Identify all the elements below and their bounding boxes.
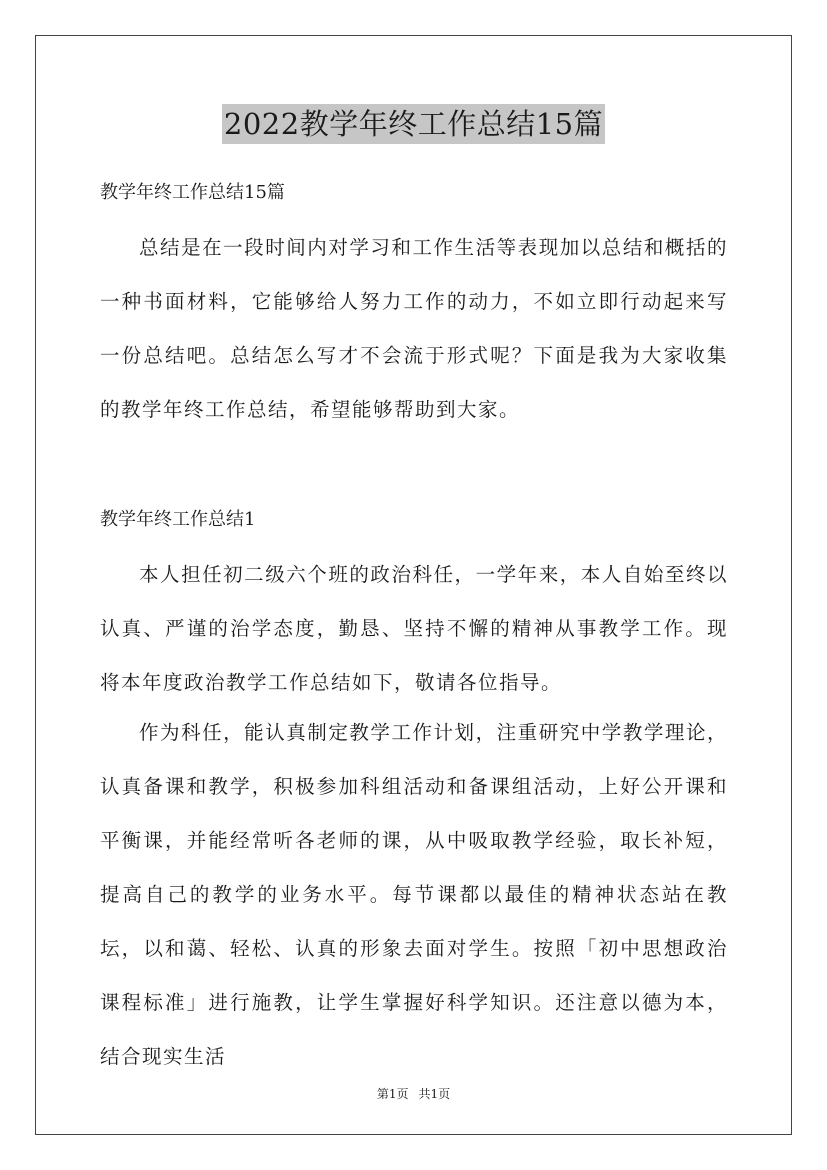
document-subtitle: 教学年终工作总结15篇: [100, 182, 285, 203]
document-title-text: 2022教学年终工作总结15篇: [222, 104, 605, 144]
page-number-total: 共1页: [418, 1087, 451, 1101]
body-paragraph-1: 本人担任初二级六个班的政治科任，一学年来，本人自始至终以认真、严谨的治学态度，勤恳、坚持不懈的精神从事教学工作。现将本年度政治教学工作总结如下，敬请各位指导。: [100, 563, 728, 694]
document-title: [0, 104, 827, 144]
page-footer: [0, 1085, 827, 1102]
intro-paragraph: 总结是在一段时间内对学习和工作生活等表现加以总结和概括的一种书面材料，它能够给人努力工作的动力，不如立即行动起来写一份总结吧。总结怎么写才不会流于形式呢？下面是我为大家收集的教学年终工作总结，希望能够帮助到大家。: [100, 236, 728, 421]
section-heading: 教学年终工作总结1: [100, 509, 256, 530]
page-number-current: 第1页: [376, 1087, 409, 1101]
body-paragraph-2: 作为科任，能认真制定教学工作计划，注重研究中学教学理论，认真备课和教学，积极参加科组活动和备课组活动，上好公开课和平衡课，并能经常听各老师的课，从中吸取教学经验，取长补短，提高自己的教学的业务水平。每节课都以最佳的精神状态站在教坛，以和蔼、轻松、认真的形象去面对学生。按照「初中思想政治课程标准」进行施教，让学生掌握好科学知识。还注意以德为本，结合现实生活: [100, 721, 728, 1068]
